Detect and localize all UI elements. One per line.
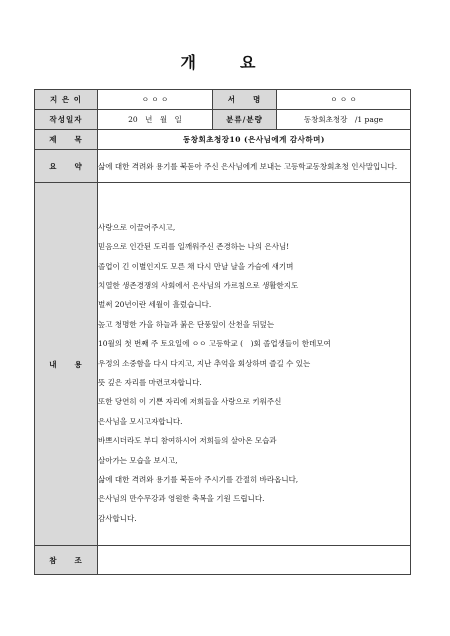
content-label: 내 용 — [35, 183, 98, 546]
content-line: 뜻 깊은 자리를 마련코자합니다. — [98, 378, 202, 387]
content-line: 우정의 소중함을 다시 다지고, 지난 추억을 회상하며 즐길 수 있는 — [98, 358, 311, 368]
document-title: 개 요 — [180, 53, 270, 72]
content-line: 감사합니다. — [98, 513, 137, 523]
content-line: 벌써 20년이란 세월이 흘렀습니다. — [98, 300, 212, 310]
summary-value: 삶에 대한 격려와 용기를 북돋아 주신 은사님에게 보내는 고등학교동창회초청 인사말입니다. — [98, 150, 411, 183]
row-reference — [35, 546, 411, 575]
summary-label: 요 약 — [35, 150, 98, 183]
subject-value: 동창회초청장10 (은사님에게 감사하며) — [98, 130, 411, 150]
content-line: 졸업이 긴 이별인지도 모른 채 다시 만날 날을 가슴에 새기며 — [98, 261, 294, 271]
row-summary — [35, 150, 411, 183]
content-line: 또한 당연히 이 기쁜 자리에 저희들을 사랑으로 키워주신 — [98, 397, 282, 407]
date-label: 작성일자 — [35, 110, 98, 130]
author-label: 지 은 이 — [35, 90, 98, 110]
reference-label: 참 조 — [35, 546, 98, 575]
row-content — [35, 183, 411, 546]
author-value: ㅇ ㅇ ㅇ — [98, 90, 213, 110]
content-line: 삶에 대한 격려와 용기를 북돋아 주시기를 간절히 바라옵니다, — [98, 475, 299, 485]
content-line: 은사님을 모시고자합니다. — [98, 416, 183, 426]
overview-form-table — [34, 89, 411, 575]
row-date — [35, 110, 411, 130]
content-line: 10월의 첫 번째 주 토요일에 ㅇㅇ 고등학교 ( )회 졸업생들이 한데모여 — [98, 339, 331, 349]
date-value: 20 년 월 일 — [98, 110, 213, 130]
content-line: 높고 청명한 가을 하늘과 붉은 단풍잎이 산천을 뒤덮는 — [98, 319, 275, 329]
content-line: 살아가는 모습을 보시고, — [98, 455, 178, 465]
row-author — [35, 90, 411, 110]
content-line: 사랑으로 이끌어주시고, — [98, 222, 176, 232]
row-subject — [35, 130, 411, 150]
content-line: 은사님의 만수무강과 영원한 축복을 기원 드립니다. — [98, 494, 265, 504]
speaker-label: 서 명 — [213, 90, 277, 110]
category-value: 동창회초청장 /1 page — [277, 110, 411, 130]
reference-value — [98, 546, 411, 575]
category-label: 분류/분량 — [213, 110, 277, 130]
content-line: 바쁘시더라도 부디 참여하시어 저희들의 살아온 모습과 — [98, 436, 277, 446]
speaker-value: ㅇ ㅇ ㅇ — [277, 90, 411, 110]
content-body — [98, 183, 411, 546]
subject-label: 제 목 — [35, 130, 98, 150]
content-line: 믿음으로 인간된 도리를 일깨워주신 존경하는 나의 은사님! — [98, 242, 290, 252]
content-line: 치열한 생존경쟁의 사회에서 은사님의 가르침으로 생활한지도 — [98, 280, 299, 290]
